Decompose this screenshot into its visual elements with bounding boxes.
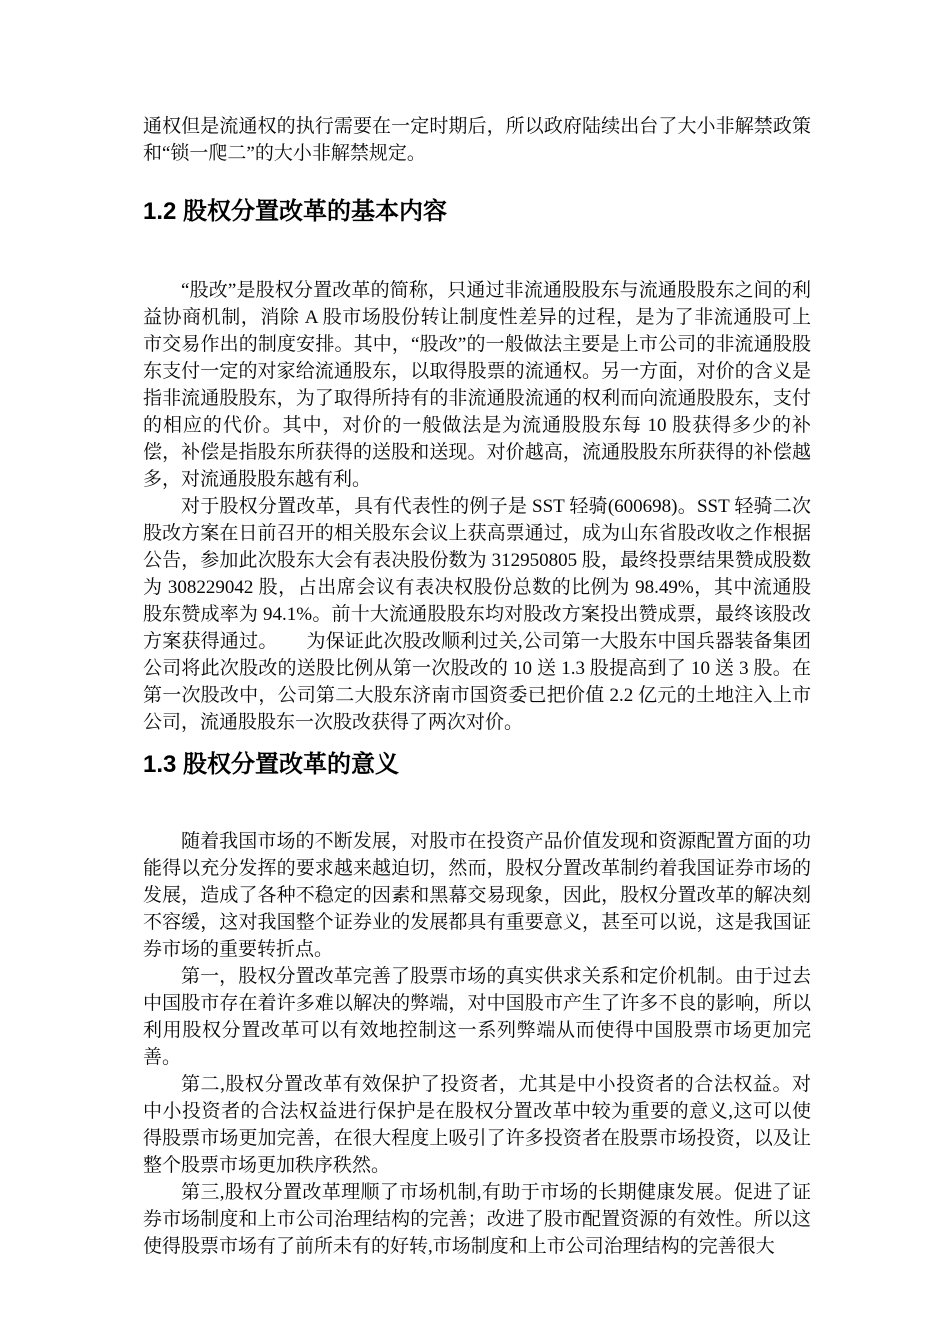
document-page [143,113,811,1260]
paragraph-significance-intro: 随着我国市场的不断发展，对股市在投资产品价值发现和资源配置方面的功能得以充分发挥的要求越来越迫切，然而，股权分置改革制约着我国证券市场的发展，造成了各种不稳定的因素和黑幕交易现象，因此，股权分置改革的解决刻不容缓，这对我国整个证券业的发展都具有重要意义，甚至可以说，这是我国证券市场的重要转折点。 [143,831,811,960]
paragraph-gugai-definition: “股改”是股权分置改革的简称，只通过非流通股股东与流通股股东之间的利益协商机制，消除 A 股市场股份转让制度性差异的过程，是为了非流通股可上市交易作出的制度安排。其中，“股改”的一般做法主要是上市公司的非流通股股东支付一定的对家给流通股东，以取得股票的流通权。另一方面，对价的含义是指非流通股股东，为了取得所持有的非流通股流通的权利而向流通股股东，支付的相应的代价。其中，对价的一般做法是为流通股股东每 10 股获得多少的补偿，补偿是指股东所获得的送股和送现。对价越高，流通股股东所获得的补偿越多，对流通股股东越有利。 [143,280,811,490]
paragraph-sst-qingqi-example: 对于股权分置改革，具有代表性的例子是 SST 轻骑(600698)。SST 轻骑二次股改方案在日前召开的相关股东会议上获高票通过，成为山东省股改收之作根据公告，参加此次股东大会有表决股份数为 312950805 股，最终投票结果赞成股数为 308229042 股，占出席会议有表决权股份总数的比例为 98.49%，其中流通股股东赞成率为 94.1%。前十大流通股股东均对股改方案投出赞成票，最终该股改方案获得通过。 为保证此次股改顺利过关,公司第一大股东中国兵器装备集团公司将此次股改的送股比例从第一次股改的 10 送 1.3 股提高到了 10 送 3 股。在第一次股改中，公司第二大股东济南市国资委已把价值 2.2 亿元的土地注入上市公司，流通股股东一次股改获得了两次对价。 [143,496,811,733]
heading-1-3-significance: 1.3 股权分置改革的意义 [143,751,400,778]
paragraph-significance-first: 第一，股权分置改革完善了股票市场的真实供求关系和定价机制。由于过去中国股市存在着许多难以解决的弊端，对中国股市产生了许多不良的影响，所以利用股权分置改革可以有效地控制这一系列弊端从而使得中国股票市场更加完善。 [143,966,811,1068]
heading-1-2-basic-content: 1.2 股权分置改革的基本内容 [143,198,448,225]
paragraph-significance-second: 第二,股权分置改革有效保护了投资者，尤其是中小投资者的合法权益。对中小投资者的合法权益进行保护是在股权分置改革中较为重要的意义,这可以使得股票市场更加完善，在很大程度上吸引了许多投资者在股票市场投资，以及让整个股票市场更加秩序秩然。 [143,1074,811,1176]
paragraph-significance-third: 第三,股权分置改革理顺了市场机制,有助于市场的长期健康发展。促进了证券市场制度和上市公司治理结构的完善；改进了股市配置资源的有效性。所以这使得股票市场有了前所未有的好转,市场制度和上市公司治理结构的完善很大 [143,1182,811,1257]
paragraph-continuation-lock-rules: 通权但是流通权的执行需要在一定时期后，所以政府陆续出台了大小非解禁政策和“锁一爬二”的大小非解禁规定。 [143,116,811,164]
